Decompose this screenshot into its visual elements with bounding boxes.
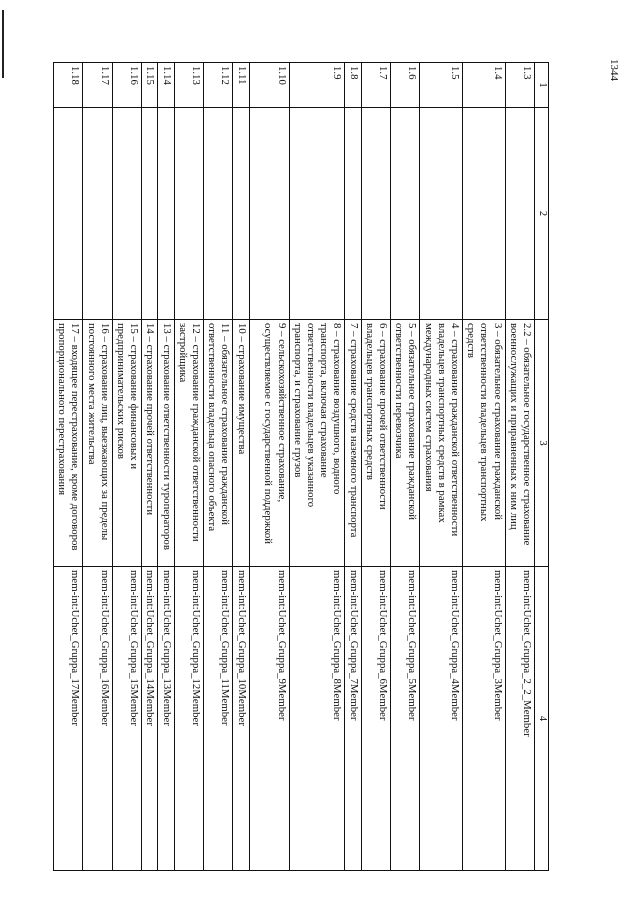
row-number-cell: 1.10 [249, 63, 289, 108]
row-number-cell: 1.3 [505, 63, 534, 108]
row-number-cell: 1.7 [361, 63, 390, 108]
row-member-cell: mem-int:Uchet_Gruppa_2_2_Member [505, 567, 534, 871]
row-member-cell: mem-int:Uchet_Gruppa_14Member [142, 567, 158, 871]
row-number-cell: 1.14 [158, 63, 174, 108]
row-empty-cell [53, 108, 82, 320]
table-row [420, 63, 463, 871]
row-description-cell: 7 – страхование средств наземного транспорта [345, 320, 361, 567]
row-number-cell: 1.11 [233, 63, 249, 108]
table-row [142, 63, 158, 871]
row-empty-cell [462, 108, 505, 320]
row-number-cell: 1.8 [345, 63, 361, 108]
row-number-cell: 1.18 [53, 63, 82, 108]
row-number-cell: 1.5 [420, 63, 463, 108]
table-row [53, 63, 82, 871]
row-empty-cell [390, 108, 419, 320]
row-member-cell: mem-int:Uchet_Gruppa_5Member [390, 567, 419, 871]
row-empty-cell [361, 108, 390, 320]
row-member-cell: mem-int:Uchet_Gruppa_7Member [345, 567, 361, 871]
row-member-cell: mem-int:Uchet_Gruppa_13Member [158, 567, 174, 871]
row-description-cell: 10 – страхование имущества [233, 320, 249, 567]
row-description-cell: 8 – страхование воздушного, водного транспорта, включая страхование ответственности владельцев указанного транспорта, и страхование грузов [289, 320, 345, 567]
table-row [289, 63, 345, 871]
table-row [505, 63, 534, 871]
row-description-cell: 2.2 – обязательное государственное страхование военнослужащих и приравненных к ним лиц [505, 320, 534, 567]
table-row [345, 63, 361, 871]
row-member-cell: mem-int:Uchet_Gruppa_4Member [420, 567, 463, 871]
table-row [158, 63, 174, 871]
row-empty-cell [142, 108, 158, 320]
row-description-cell: 15 – страхование финансовых и предпринимательских рисков [112, 320, 141, 567]
row-member-cell: mem-int:Uchet_Gruppa_15Member [112, 567, 141, 871]
row-member-cell: mem-int:Uchet_Gruppa_11Member [203, 567, 232, 871]
row-description-cell: 5 – обязательное страхование гражданской ответственности перевозчика [390, 320, 419, 567]
row-number-cell: 1.4 [462, 63, 505, 108]
row-description-cell: 9 – сельскохозяйственное страхование, осуществляемое с государственной поддержкой [249, 320, 289, 567]
row-empty-cell [420, 108, 463, 320]
page-edge-mark [2, 10, 4, 78]
row-empty-cell [289, 108, 345, 320]
row-description-cell: 3 – обязательное страхование гражданской ответственности владельцев транспортных средств [462, 320, 505, 567]
row-description-cell: 6 – страхование прочей ответственности владельцев транспортных средств [361, 320, 390, 567]
header-cell-4: 4 [535, 567, 549, 871]
row-member-cell: mem-int:Uchet_Gruppa_8Member [289, 567, 345, 871]
row-number-cell: 1.9 [289, 63, 345, 108]
row-member-cell: mem-int:Uchet_Gruppa_3Member [462, 567, 505, 871]
row-description-cell: 13 – страхование ответственности туроператоров [158, 320, 174, 567]
row-empty-cell [203, 108, 232, 320]
row-member-cell: mem-int:Uchet_Gruppa_6Member [361, 567, 390, 871]
row-member-cell: mem-int:Uchet_Gruppa_16Member [83, 567, 112, 871]
row-empty-cell [174, 108, 203, 320]
table-row [462, 63, 505, 871]
table-row [249, 63, 289, 871]
header-cell-2: 2 [535, 108, 549, 320]
row-number-cell: 1.6 [390, 63, 419, 108]
row-description-cell: 16 – страхование лиц, выезжающих за пределы постоянного места жительства [83, 320, 112, 567]
header-cell-1: 1 [535, 63, 549, 108]
table-row [83, 63, 112, 871]
row-empty-cell [345, 108, 361, 320]
row-member-cell: mem-int:Uchet_Gruppa_17Member [53, 567, 82, 871]
table-row [174, 63, 203, 871]
member-table [53, 62, 549, 871]
row-description-cell: 17 – входящее перестрахование, кроме договоров пропорционального перестрахования [53, 320, 82, 567]
header-row [535, 63, 549, 871]
table-row [361, 63, 390, 871]
row-description-cell: 4 – страхование гражданской ответственности владельцев транспортных средств в рамках международных систем страхования [420, 320, 463, 567]
row-empty-cell [83, 108, 112, 320]
table-row [203, 63, 232, 871]
row-empty-cell [233, 108, 249, 320]
row-member-cell: mem-int:Uchet_Gruppa_12Member [174, 567, 203, 871]
row-empty-cell [112, 108, 141, 320]
row-number-cell: 1.15 [142, 63, 158, 108]
row-description-cell: 11 – обязательное страхование гражданской ответственности владельца опасного объекта [203, 320, 232, 567]
rotated-page-area [56, 62, 549, 842]
row-empty-cell [158, 108, 174, 320]
row-number-cell: 1.12 [203, 63, 232, 108]
table-row [112, 63, 141, 871]
row-description-cell: 12 – страхование гражданской ответственности застройщика [174, 320, 203, 567]
document-sheet [56, 62, 549, 842]
row-number-cell: 1.13 [174, 63, 203, 108]
row-empty-cell [249, 108, 289, 320]
row-empty-cell [505, 108, 534, 320]
page-number: 1344 [608, 59, 620, 81]
row-member-cell: mem-int:Uchet_Gruppa_9Member [249, 567, 289, 871]
table-row [390, 63, 419, 871]
row-number-cell: 1.16 [112, 63, 141, 108]
row-description-cell: 14 – страхование прочей ответственности [142, 320, 158, 567]
row-number-cell: 1.17 [83, 63, 112, 108]
header-cell-3: 3 [535, 320, 549, 567]
table-row [233, 63, 249, 871]
row-member-cell: mem-int:Uchet_Gruppa_10Member [233, 567, 249, 871]
